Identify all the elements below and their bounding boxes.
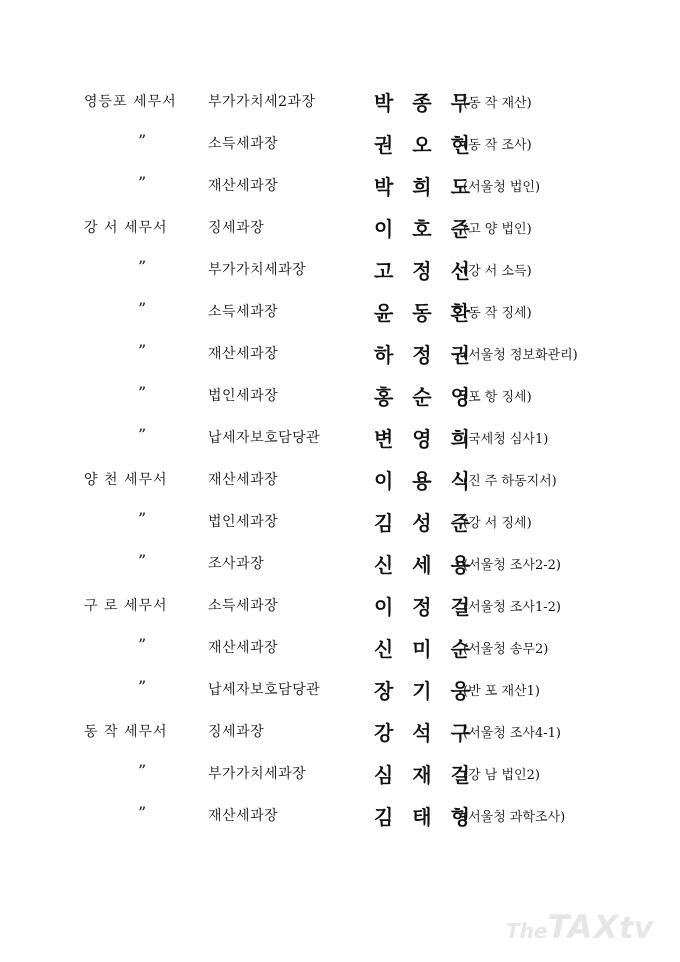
office-name: 영등포 세무서 <box>84 94 177 110</box>
person-name: 박 희 도 <box>374 175 476 199</box>
list-item <box>0 167 680 209</box>
department: 소득세과장 <box>208 136 279 152</box>
department: 법인세과장 <box>208 388 279 404</box>
list-item <box>0 503 680 545</box>
ditto-mark: ” <box>138 257 147 276</box>
list-item <box>0 251 680 293</box>
department: 조사과장 <box>208 556 265 572</box>
ditto-mark: ” <box>138 761 147 780</box>
person-name: 변 영 희 <box>374 427 476 451</box>
previous-post: (포 항 징세) <box>463 390 532 405</box>
department: 납세자보호담당관 <box>208 430 321 446</box>
department: 부가가치세과장 <box>208 262 307 278</box>
department: 재산세과장 <box>208 640 279 656</box>
office-name: 강 서 세무서 <box>84 220 168 236</box>
person-name: 하 정 권 <box>374 343 476 367</box>
ditto-mark: ” <box>138 173 147 192</box>
department: 부가가치세2과장 <box>208 94 316 110</box>
department: 징세과장 <box>208 220 265 236</box>
previous-post: (동 작 재산) <box>463 96 532 111</box>
previous-post: (서울청 조사4-1) <box>463 726 562 741</box>
person-name: 권 오 현 <box>374 133 476 157</box>
person-name: 홍 순 영 <box>374 385 476 409</box>
logo-the: The <box>506 919 548 943</box>
person-name: 신 세 용 <box>374 553 476 577</box>
ditto-mark: ” <box>138 341 147 360</box>
list-item <box>0 671 680 713</box>
person-name: 강 석 구 <box>374 721 476 745</box>
ditto-mark: ” <box>138 677 147 696</box>
person-name: 윤 동 환 <box>374 301 476 325</box>
department: 재산세과장 <box>208 472 279 488</box>
office-name: 구 로 세무서 <box>84 598 168 614</box>
previous-post: (강 남 법인2) <box>463 768 540 783</box>
ditto-mark: ” <box>138 551 147 570</box>
ditto-mark: ” <box>138 803 147 822</box>
list-item <box>0 755 680 797</box>
list-item <box>0 587 680 629</box>
previous-post: (동 작 조사) <box>463 138 532 153</box>
previous-post: (강 서 소득) <box>463 264 532 279</box>
previous-post: (서울청 조사2-2) <box>463 558 562 573</box>
previous-post: (서울청 법인) <box>463 180 541 195</box>
person-name: 신 미 순 <box>374 637 476 661</box>
person-name: 박 종 무 <box>374 91 476 115</box>
ditto-mark: ” <box>138 635 147 654</box>
previous-post: (고 양 법인) <box>463 222 532 237</box>
person-name: 이 용 식 <box>374 469 476 493</box>
person-name: 김 성 준 <box>374 511 476 535</box>
department: 부가가치세과장 <box>208 766 307 782</box>
list-item <box>0 545 680 587</box>
list-item <box>0 83 680 125</box>
list-item <box>0 209 680 251</box>
department: 납세자보호담당관 <box>208 682 321 698</box>
list-item <box>0 461 680 503</box>
previous-post: (동 작 징세) <box>463 306 532 321</box>
person-name: 이 정 걸 <box>374 595 476 619</box>
previous-post: (서울청 과학조사) <box>463 810 566 825</box>
person-name: 이 호 준 <box>374 217 476 241</box>
logo-tv: tv <box>619 911 654 946</box>
office-name: 동 작 세무서 <box>84 724 168 740</box>
previous-post: (강 서 징세) <box>463 516 532 531</box>
list-item <box>0 629 680 671</box>
previous-post: (서울청 송무2) <box>463 642 549 657</box>
ditto-mark: ” <box>138 509 147 528</box>
ditto-mark: ” <box>138 425 147 444</box>
department: 재산세과장 <box>208 178 279 194</box>
department: 소득세과장 <box>208 598 279 614</box>
department: 징세과장 <box>208 724 265 740</box>
department: 소득세과장 <box>208 304 279 320</box>
list-item <box>0 713 680 755</box>
department: 재산세과장 <box>208 808 279 824</box>
previous-post: (서울청 조사1-2) <box>463 600 562 615</box>
list-item <box>0 797 680 839</box>
previous-post: (국세청 심사1) <box>463 432 549 447</box>
list-item <box>0 419 680 461</box>
ditto-mark: ” <box>138 383 147 402</box>
personnel-list <box>0 83 680 839</box>
previous-post: (반 포 재산1) <box>463 684 540 699</box>
previous-post: (진 주 하동지서) <box>463 474 557 489</box>
person-name: 김 태 형 <box>374 805 476 829</box>
logo-tax: TAX <box>547 908 620 946</box>
thetaxtv-watermark-logo <box>506 908 653 946</box>
list-item <box>0 335 680 377</box>
list-item <box>0 293 680 335</box>
department: 법인세과장 <box>208 514 279 530</box>
person-name: 심 재 걸 <box>374 763 476 787</box>
department: 재산세과장 <box>208 346 279 362</box>
person-name: 고 정 선 <box>374 259 476 283</box>
ditto-mark: ” <box>138 131 147 150</box>
person-name: 장 기 웅 <box>374 679 476 703</box>
list-item <box>0 125 680 167</box>
ditto-mark: ” <box>138 299 147 318</box>
list-item <box>0 377 680 419</box>
office-name: 양 천 세무서 <box>84 472 168 488</box>
previous-post: (서울청 정보화관리) <box>463 348 578 363</box>
